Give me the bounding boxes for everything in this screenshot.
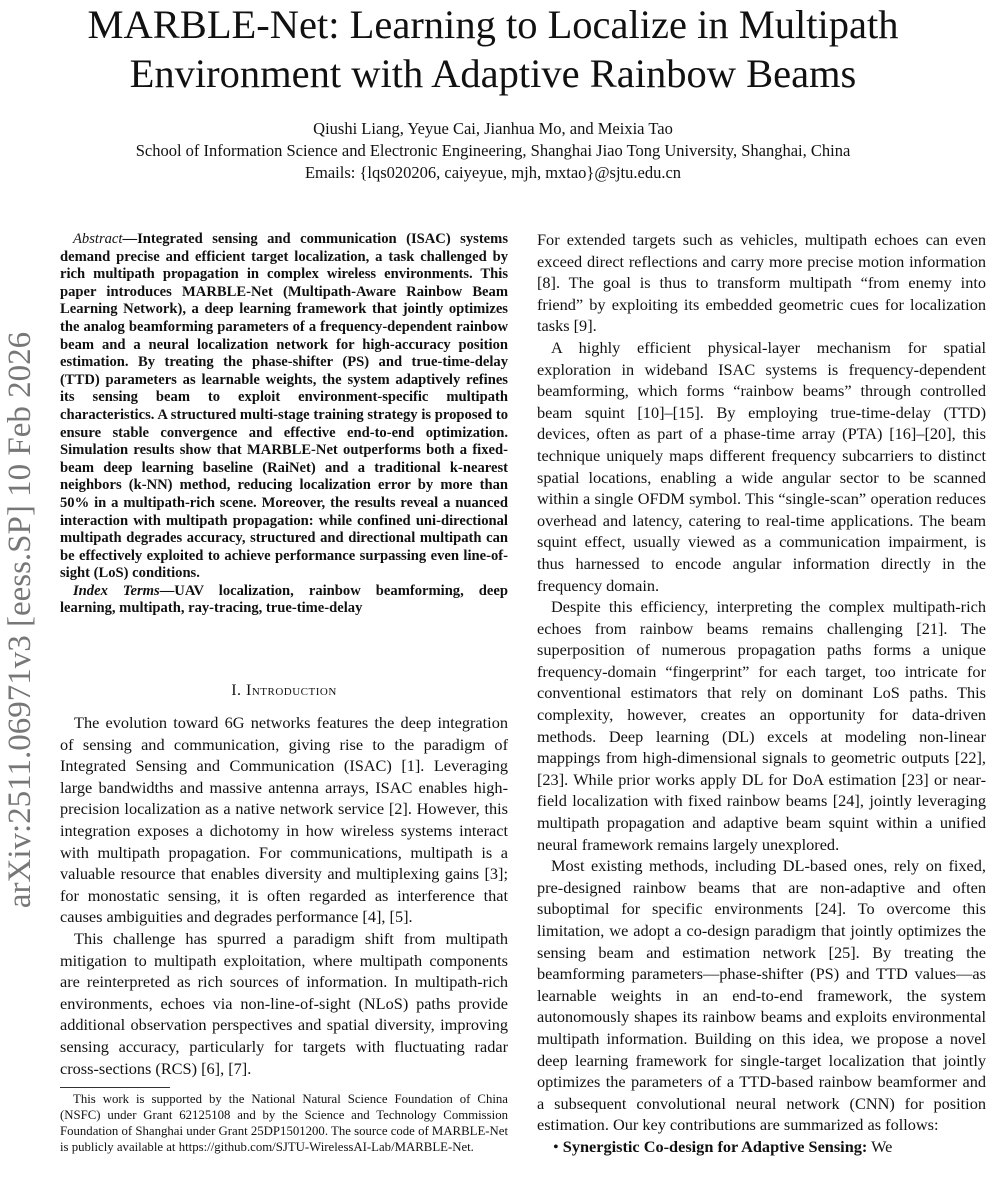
- section-heading-text: I. Introduction: [231, 682, 337, 699]
- abstract-text: —Integrated sensing and communication (ISAC) systems demand precise and efficient target localization, a task challenged by rich multipath propagation in complex wireless environments. This paper introduces MARBLE-Net (Multipath-Aware Rainbow Beam Learning Network), a deep learning framework that jointly optimizes the analog beamforming parameters of a frequency-dependent rainbow beam and a neural localization network for high-accuracy position estimation. By treating the phase-shifter (PS) and true-time-delay (TTD) parameters as learnable weights, the system adaptively refines its sensing beam to exploit environment-specific multipath characteristics. A structured multi-stage training strategy is proposed to ensure stable convergence and effective end-to-end optimization. Simulation results show that MARBLE-Net outperforms both a fixed-beam deep learning baseline (RaiNet) and a traditional k-nearest neighbors (k-NN) method, reducing localization error by more than 50% in a multipath-rich scene. Moreover, the results reveal a nuanced interaction with multipath propagation: while confined uni-directional multipath degrades accuracy, structured and directional multipath can be effectively exploited to achieve performance surpassing even line-of-sight (LoS) conditions.: [60, 231, 508, 582]
- paragraph: Most existing methods, including DL-based ones, rely on fixed, pre-designed rainbow beams that are non-adaptive and often suboptimal for specific environments [24]. To overcome this limitation, we adopt a co-design paradigm that jointly optimizes the sensing beam and estimation network [25]. By treating the beamforming parameters—phase-shifter (PS) and TTD values—as learnable weights in an end-to-end framework, the system autonomously shapes its rainbow beams and exploits environmental multipath information. Building on this idea, we propose a novel deep learning framework for single-target localization that jointly optimizes the parameters of a TTD-based rainbow beamformer and a subsequent convolutional neural network (CNN) for position estimation. Our key contributions are summarized as follows:: [537, 856, 986, 1135]
- bullet-icon: •: [553, 1136, 563, 1156]
- paper-title: [0, 0, 986, 98]
- emails: Emails: {lqs020206, caiyeyue, mjh, mxtao}@sjtu.edu.cn: [304, 163, 682, 182]
- contribution-bullet: [537, 1136, 986, 1158]
- abstract-label: Abstract: [73, 231, 123, 247]
- footnote-rule: [60, 1087, 170, 1088]
- paragraph: The evolution toward 6G networks features the deep integration of sensing and communication, giving rise to the paradigm of Integrated Sensing and Communication (ISAC) [1]. Leveraging large bandwidths and massive antenna arrays, ISAC enables high-precision localization as a native network service [2]. However, this integration exposes a dichotomy in how wireless systems interact with multipath propagation. For communications, multipath is a valuable resource that enables diversity and multiplexing gains [3]; for monostatic sensing, it is often regarded as interference that causes ambiguities and degrades performance [4], [5].: [60, 713, 508, 927]
- title-line-1: MARBLE-Net: Learning to Localize in Multipath: [87, 2, 899, 47]
- abstract: [60, 231, 508, 618]
- index-terms-label: Index Terms: [73, 582, 160, 599]
- right-column: [537, 229, 986, 1158]
- footnote-text: This work is supported by the National Natural Science Foundation of China (NSFC) under Grant 62125108 and by the Science and Technology Commission Foundation of Shanghai under Grant 25DP1501200. The source code of MARBLE-Net is publicly available at https://github.com/SJTU-WirelessAI-Lab/MARBLE-Net.: [60, 1092, 508, 1155]
- footnote: [60, 1091, 508, 1155]
- paragraph: This challenge has spurred a paradigm shift from multipath mitigation to multipath exploitation, where multipath components are reinterpreted as rich sources of information. In multipath-rich environments, echoes via non-line-of-sight (NLoS) paths provide additional observation perspectives and spatial diversity, improving sensing accuracy, particularly for targets with fluctuating radar cross-sections (RCS) [6], [7].: [60, 928, 508, 1078]
- author-block: [0, 118, 986, 184]
- title-line-2: Environment with Adaptive Rainbow Beams: [129, 51, 857, 96]
- intro-left-column: [60, 712, 508, 1079]
- index-terms-text: —UAV localization, rainbow beamforming, deep learning, multipath, ray-tracing, true-time-delay: [60, 582, 508, 617]
- authors: Qiushi Liang, Yeyue Cai, Jianhua Mo, and Meixia Tao: [313, 119, 673, 138]
- arxiv-stamp: arXiv:2511.06971v3 [eess.SP] 10 Feb 2026: [2, 331, 38, 909]
- bullet-text: We: [867, 1136, 893, 1156]
- paragraph: For extended targets such as vehicles, multipath echoes can even exceed direct reflections and carry more precise motion information [8]. The goal is thus to transform multipath “from enemy into friend” by exploiting its embedded geometric cues for localization tasks [9].: [537, 230, 986, 336]
- paragraph: A highly efficient physical-layer mechanism for spatial exploration in wideband ISAC systems is frequency-dependent beamforming, which forms “rainbow beams” through controlled beam squint [10]–[15]. By employing true-time-delay (TTD) devices, often as part of a phase-time array (PTA) [16]–[20], this technique uniquely maps different frequency subcarriers to distinct spatial locations, enabling a wide angular sector to be scanned within a single OFDM symbol. This “single-scan” operation reduces overhead and latency, catering to real-time applications. The beam squint effect, usually viewed as a communication impairment, is thus harnessed to encode angular information directly in the frequency domain.: [537, 337, 986, 595]
- affiliation: School of Information Science and Electronic Engineering, Shanghai Jiao Tong University, Shanghai, China: [135, 141, 851, 160]
- section-heading: [60, 682, 508, 700]
- bullet-label: Synergistic Co-design for Adaptive Sensing:: [562, 1136, 868, 1156]
- paragraph: Despite this efficiency, interpreting the complex multipath-rich echoes from rainbow beams remains challenging [21]. The superposition of numerous propagation paths forms a unique frequency-domain “fingerprint” for each target, too intricate for conventional estimators that rely on dominant LoS paths. This complexity, however, creates an opportunity for data-driven methods. Deep learning (DL) excels at modeling non-linear mappings from high-dimensional signals to geometric outputs [22], [23]. While prior works apply DL for DoA estimation [23] or near-field localization with fixed rainbow beams [24], jointly leveraging multipath propagation and adaptive beam squint within a unified neural framework remains largely unexplored.: [537, 597, 986, 854]
